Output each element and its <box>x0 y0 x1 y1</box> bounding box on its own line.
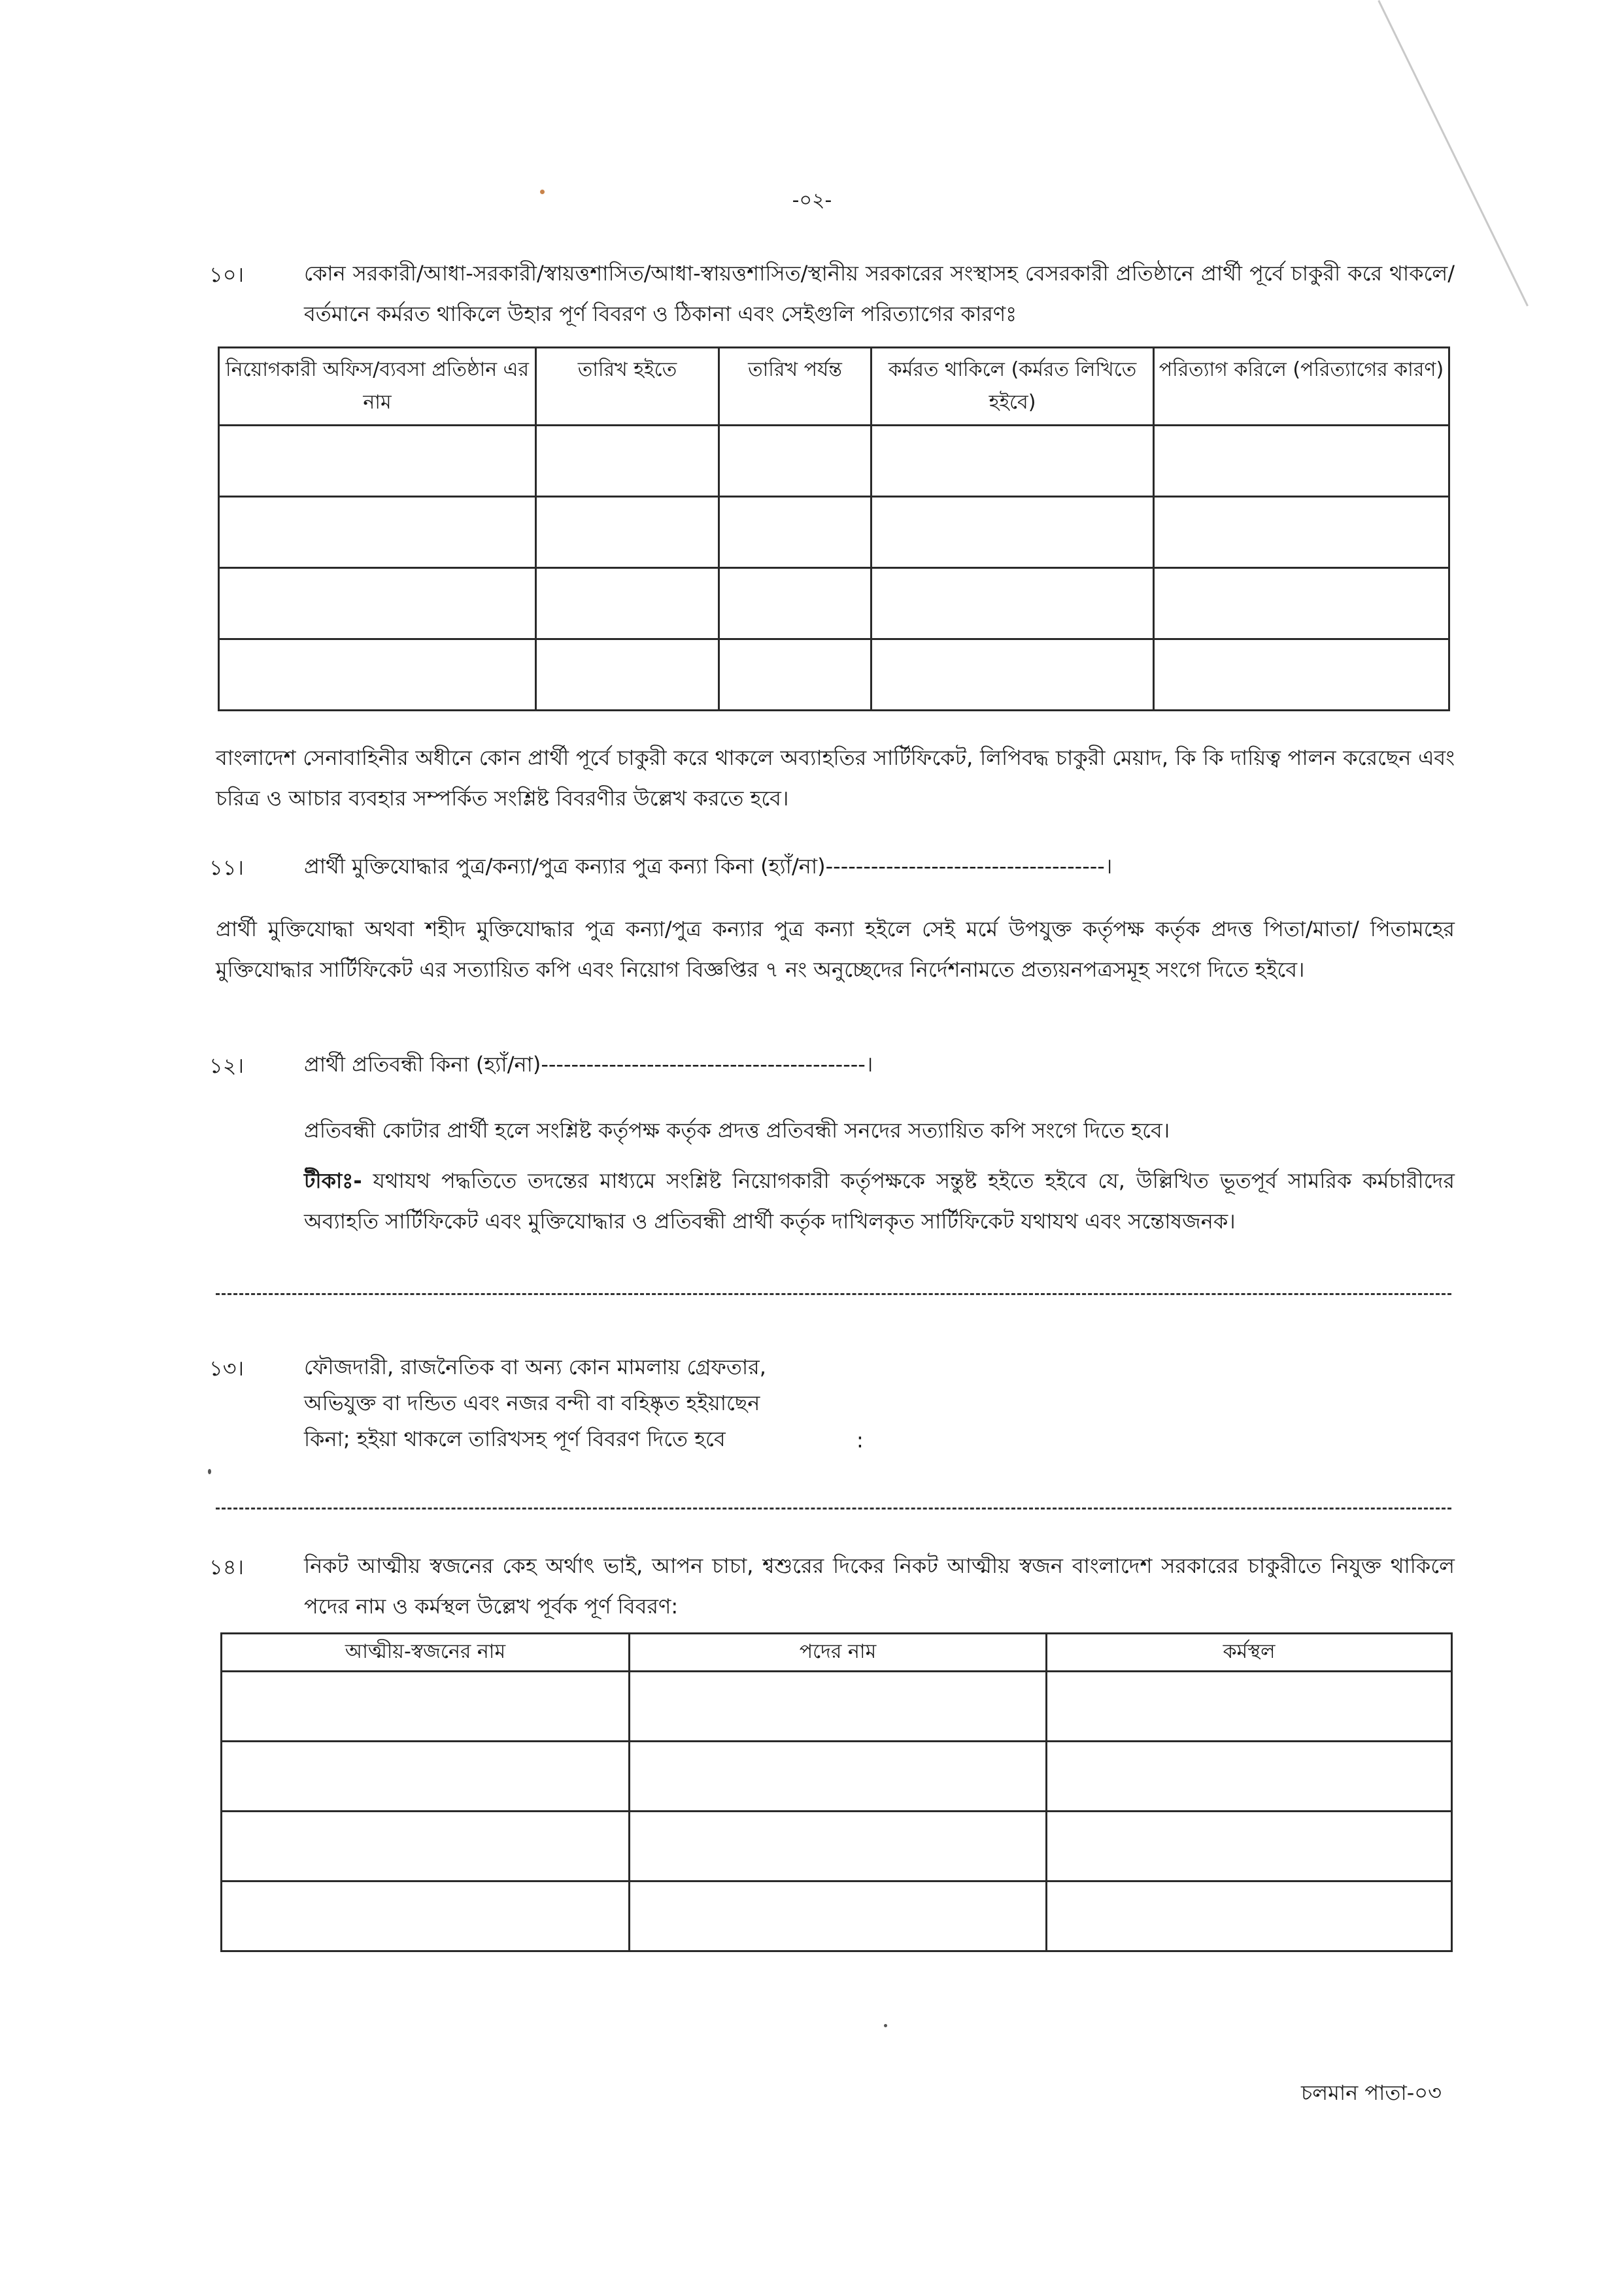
footer-continued: চলমান পাতা-০৩ <box>1301 2080 1442 2105</box>
table-cell[interactable] <box>1047 1812 1452 1881</box>
section-10-text: কোন সরকারী/আধা-সরকারী/স্বায়ত্তশাসিত/আধা-স্বায়ত্তশাসিত/স্থানীয় সরকারের সংস্থাসহ বেসরকারী প্রতিষ্ঠানে প্রার্থী পূর্বে চাকুরী করে থাকলে/বর্তমানে কর্মরত থাকিলে উহার পূর্ণ বিবরণ ও ঠিকানা এবং সেইগুলি পরিত্যাগের কারণঃ <box>304 261 1455 326</box>
table-header-row <box>222 1634 1452 1672</box>
column-header-relative-name: আত্মীয়-স্বজনের নাম <box>222 1634 630 1672</box>
table-cell[interactable] <box>630 1881 1047 1951</box>
section-14-text: নিকট আত্মীয় স্বজনের কেহ অর্থাৎ ভাই, আপন চাচা, শ্বশুরের দিকের নিকট আত্মীয় স্বজন বাংলাদেশ সরকারের চাকুরীতে নিযুক্ত থাকিলে পদের নাম ও কর্মস্থল উল্লেখ পূর্বক পূর্ণ বিবরণ: <box>304 1553 1455 1619</box>
table-cell[interactable] <box>222 1881 630 1951</box>
column-header-date-from: তারিখ হইতে <box>536 348 719 426</box>
section-10-number: ১০। <box>209 262 245 287</box>
table-cell[interactable] <box>719 426 871 497</box>
table-cell[interactable] <box>1047 1881 1452 1951</box>
section-12-note: প্রতিবন্ধী কোটার প্রার্থী হলে সংশ্লিষ্ট কর্তৃপক্ষ কর্তৃক প্রদত্ত প্রতিবন্ধী সনদের সত্যায়িত কপি সংগে দিতে হবে। <box>304 1118 1170 1143</box>
table-row <box>222 1742 1452 1812</box>
table-cell[interactable] <box>219 639 536 711</box>
section-12-text: প্রার্থী প্রতিবন্ধী কিনা (হ্যাঁ/না)-------------------------------------------। <box>304 1052 873 1077</box>
column-header-workplace: কর্মস্থল <box>1047 1634 1452 1672</box>
table-row <box>222 1812 1452 1881</box>
table-row <box>219 568 1449 639</box>
column-header-employer: নিয়োগকারী অফিস/ব্যবসা প্রতিষ্ঠান এর নাম <box>219 348 536 426</box>
table-cell[interactable] <box>1154 639 1449 711</box>
table-cell[interactable] <box>536 426 719 497</box>
table-cell[interactable] <box>871 639 1154 711</box>
table-row <box>222 1672 1452 1742</box>
dashed-divider <box>216 1293 1451 1295</box>
table-cell[interactable] <box>1047 1742 1452 1812</box>
column-header-reason-left: পরিত্যাগ করিলে (পরিত্যাগের কারণ) <box>1154 348 1449 426</box>
table-cell[interactable] <box>871 497 1154 568</box>
section-12-number: ১২। <box>209 1053 245 1078</box>
section-11-text: প্রার্থী মুক্তিযোদ্ধার পুত্র/কন্যা/পুত্র কন্যার পুত্র কন্যা কিনা (হ্যাঁ/না)-------------------------------------। <box>304 854 1113 879</box>
table-row <box>222 1881 1452 1951</box>
table-cell[interactable] <box>1154 497 1449 568</box>
table-cell[interactable] <box>630 1812 1047 1881</box>
section-11-number: ১১। <box>209 855 244 880</box>
scan-dot <box>884 2024 887 2027</box>
table-cell[interactable] <box>630 1742 1047 1812</box>
tika-label: টীকাঃ- <box>304 1168 362 1193</box>
section-13-colon: : <box>856 1428 864 1453</box>
employment-history-table <box>218 346 1450 711</box>
table-row <box>219 639 1449 711</box>
column-header-date-to: তারিখ পর্যন্ত <box>719 348 871 426</box>
table-cell[interactable] <box>219 568 536 639</box>
table-cell[interactable] <box>719 568 871 639</box>
relatives-table <box>220 1632 1453 1952</box>
section-13-number: ১৩। <box>209 1356 245 1381</box>
table-cell[interactable] <box>1047 1672 1452 1742</box>
table-row <box>219 426 1449 497</box>
section-13-line-3: কিনা; হইয়া থাকলে তারিখসহ পূর্ণ বিবরণ দিতে হবে <box>304 1426 726 1451</box>
column-header-currently-employed: কর্মরত থাকিলে (কর্মরত লিখিতে হইবে) <box>871 348 1154 426</box>
section-14-number: ১৪। <box>209 1555 244 1579</box>
table-cell[interactable] <box>719 497 871 568</box>
scan-dot <box>208 1469 211 1474</box>
column-header-designation: পদের নাম <box>630 1634 1047 1672</box>
table-cell[interactable] <box>219 497 536 568</box>
army-service-note: বাংলাদেশ সেনাবাহিনীর অধীনে কোন প্রার্থী পূর্বে চাকুরী করে থাকলে অব্যাহতির সার্টিফিকেট, লিপিবদ্ধ চাকুরী মেয়াদ, কি কি দায়িত্ব পালন করেছেন এবং চরিত্র ও আচার ব্যবহার সম্পর্কিত সংশ্লিষ্ট বিবরণীর উল্লেখ করতে হবে। <box>216 745 1455 811</box>
table-header-row <box>219 348 1449 426</box>
section-13-line-1: ফৌজদারী, রাজনৈতিক বা অন্য কোন মামলায় গ্রেফতার, <box>304 1355 766 1379</box>
table-cell[interactable] <box>1154 426 1449 497</box>
section-13-line-2: অভিযুক্ত বা দন্ডিত এবং নজর বন্দী বা বহিষ্কৃত হইয়াছেন <box>304 1391 760 1415</box>
table-cell[interactable] <box>536 497 719 568</box>
page-number: -০২- <box>792 189 832 212</box>
tika-text: যথাযথ পদ্ধতিতে তদন্তের মাধ্যমে সংশ্লিষ্ট নিয়োগকারী কর্তৃপক্ষকে সন্তুষ্ট হইতে হইবে যে, উল্লিখিত ভূতপূর্ব সামরিক কর্মচারীদের অব্যাহতি সার্টিফিকেট এবং মুক্তিযোদ্ধার ও প্রতিবন্ধী প্রার্থী কর্তৃক দাখিলকৃত সার্টিফিকেট যথাযথ এবং সন্তোষজনক। <box>304 1168 1455 1234</box>
table-cell[interactable] <box>630 1672 1047 1742</box>
tika-note <box>304 1160 1455 1241</box>
table-cell[interactable] <box>222 1812 630 1881</box>
table-cell[interactable] <box>222 1672 630 1742</box>
dashed-divider <box>216 1508 1451 1510</box>
table-row <box>219 497 1449 568</box>
table-cell[interactable] <box>871 426 1154 497</box>
table-cell[interactable] <box>222 1742 630 1812</box>
table-cell[interactable] <box>1154 568 1449 639</box>
table-cell[interactable] <box>536 639 719 711</box>
table-cell[interactable] <box>219 426 536 497</box>
table-cell[interactable] <box>536 568 719 639</box>
table-cell[interactable] <box>871 568 1154 639</box>
table-cell[interactable] <box>719 639 871 711</box>
section-11-note: প্রার্থী মুক্তিযোদ্ধা অথবা শহীদ মুক্তিযোদ্ধার পুত্র কন্যা/পুত্র কন্যার পুত্র কন্যা হইলে সেই মর্মে উপযুক্ত কর্তৃপক্ষ কর্তৃক প্রদত্ত পিতা/মাতা/ পিতামহের মুক্তিযোদ্ধার সার্টিফিকেট এর সত্যায়িত কপি এবং নিয়োগ বিজ্ঞপ্তির ৭ নং অনুচ্ছেদের নির্দেশনামতে প্রত্যয়নপত্রসমূহ সংগে দিতে হইবে। <box>216 917 1455 982</box>
